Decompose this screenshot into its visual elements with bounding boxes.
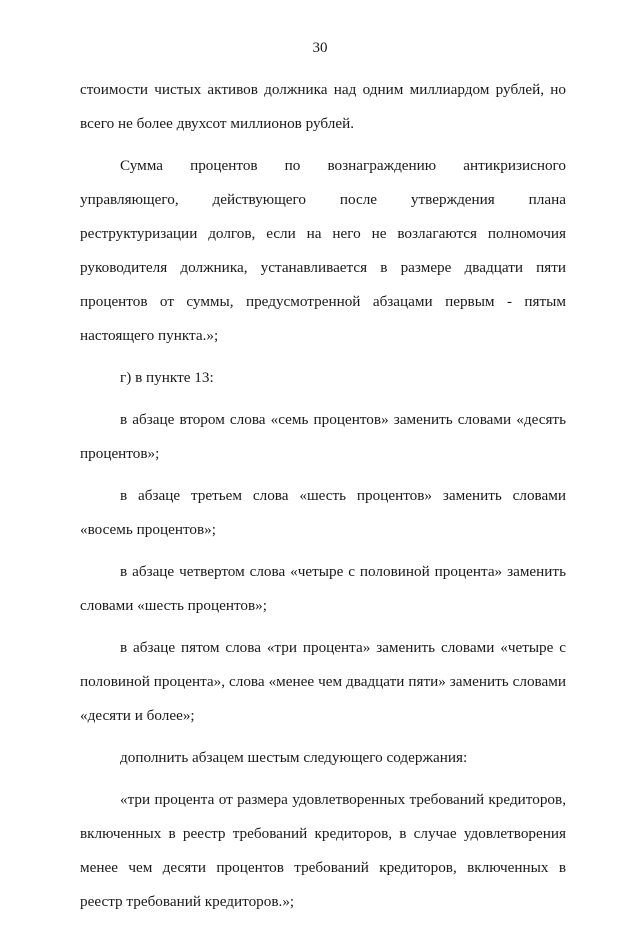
paragraph-4: в абзаце втором слова «семь процентов» заменить словами «десять процентов»; — [80, 411, 566, 462]
paragraph-5: в абзаце третьем слова «шесть процентов» заменить словами «восемь процентов»; — [80, 487, 566, 538]
paragraph-6: в абзаце четвертом слова «четыре с половиной процента» заменить словами «шесть процентов»; — [80, 563, 566, 614]
paragraph-3: г) в пункте 13: — [120, 369, 214, 386]
paragraph-7: в абзаце пятом слова «три процента» заменить словами «четыре с половиной процента», слова «менее чем двадцати пяти» заменить словами «десяти и более»; — [80, 639, 566, 724]
paragraph-8: дополнить абзацем шестым следующего содержания: — [120, 749, 468, 766]
document-body — [80, 73, 566, 927]
paragraph-2: Сумма процентов по вознаграждению антикризисного управляющего, действующего после утверждения плана реструктуризации долгов, если на него не возлагаются полномочия руководителя должника, устанавливается в размере двадцати пяти процентов от суммы, предусмотренной абзацами первым - пятым настоящего пункта.»; — [80, 157, 566, 344]
paragraph-9: «три процента от размера удовлетворенных требований кредиторов, включенных в реестр требований кредиторов, в случае удовлетворения менее чем десяти процентов требований кредиторов, включенных в реестр требований кредиторов.»; — [80, 791, 566, 910]
paragraph-1: стоимости чистых активов должника над одним миллиардом рублей, но всего не более двухсот миллионов рублей. — [80, 81, 566, 132]
page-number: 30 — [312, 40, 328, 56]
